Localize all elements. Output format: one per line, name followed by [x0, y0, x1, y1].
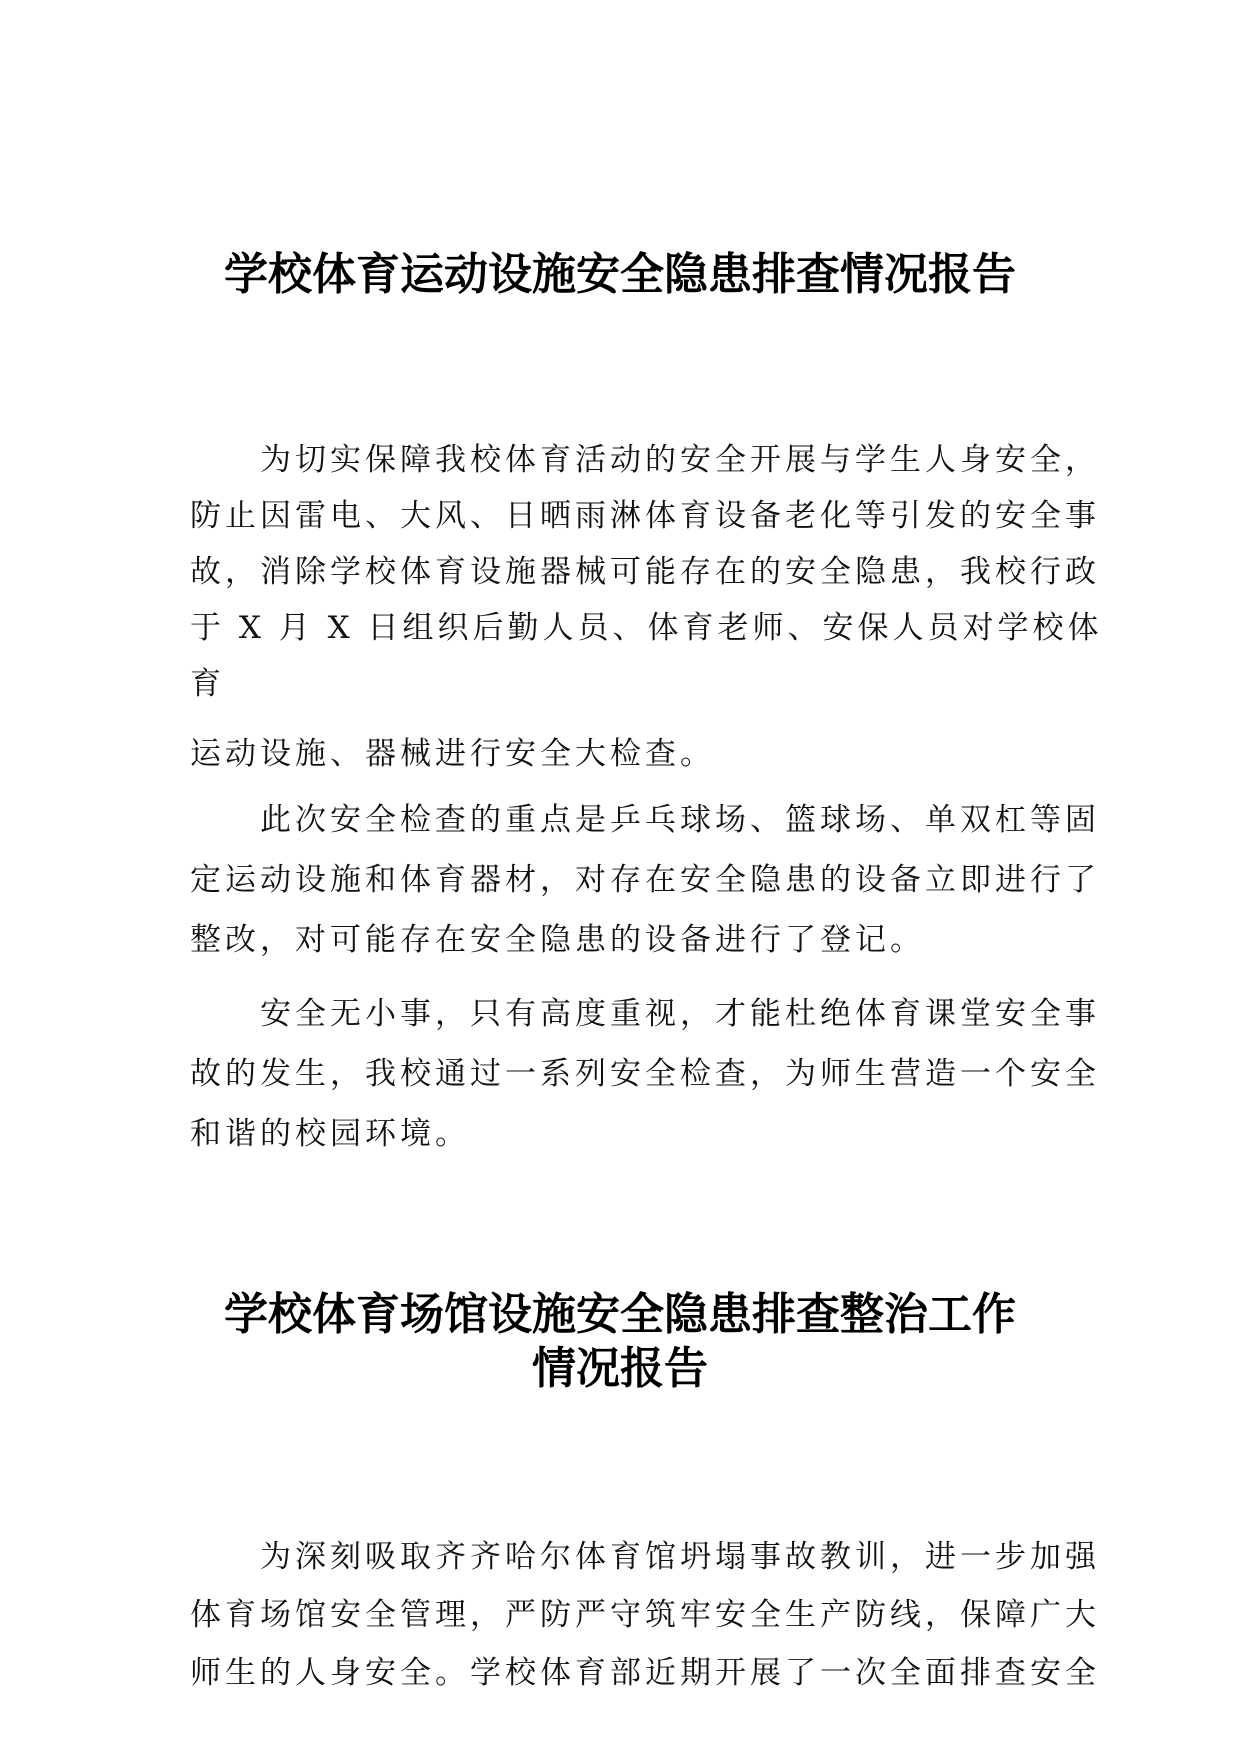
text-line: 师生的人身安全。学校体育部近期开展了一次全面排查安全 — [190, 1655, 1100, 1691]
text-line: 于 X 月 X 日组织后勤人员、体育老师、安保人员对学校体 — [190, 610, 1103, 646]
text-line: 整改，对可能存在安全隐患的设备进行了登记。 — [190, 922, 925, 958]
text-line: 故，消除学校体育设施器械可能存在的安全隐患，我校行政 — [190, 554, 1100, 590]
text-line: 运动设施、器械进行安全大检查。 — [190, 736, 715, 772]
text-line: 为切实保障我校体育活动的安全开展与学生人身安全， — [190, 442, 1100, 478]
text-line: 和谐的校园环境。 — [190, 1116, 470, 1152]
text-line: 体育场馆安全管理，严防严守筑牢安全生产防线，保障广大 — [190, 1597, 1100, 1633]
section-2-paragraph-1 — [190, 1528, 1100, 1702]
title-line: 学校体育运动设施安全隐患排查情况报告 — [224, 249, 1016, 300]
text-line: 安全无小事，只有高度重视，才能杜绝体育课堂安全事 — [190, 996, 1100, 1032]
section-1-title — [150, 248, 1090, 302]
title-line: 学校体育场馆设施安全隐患排查整治工作 — [224, 1289, 1016, 1340]
text-line: 此次安全检查的重点是乒乓球场、篮球场、单双杠等固 — [190, 802, 1100, 838]
title-line: 情况报告 — [532, 1343, 708, 1394]
section-1-paragraph-4 — [190, 984, 1100, 1164]
section-1-paragraph-1 — [190, 432, 1103, 712]
text-line: 防止因雷电、大风、日晒雨淋体育设备老化等引发的安全事 — [190, 498, 1100, 534]
text-line: 定运动设施和体育器材，对存在安全隐患的设备立即进行了 — [190, 862, 1100, 898]
section-1-paragraph-2 — [190, 726, 1060, 782]
text-line: 故的发生，我校通过一系列安全检查，为师生营造一个安全 — [190, 1056, 1100, 1092]
section-1-paragraph-3 — [190, 790, 1100, 970]
text-line: 育 — [190, 666, 225, 702]
text-line: 为深刻吸取齐齐哈尔体育馆坍塌事故教训，进一步加强 — [190, 1539, 1100, 1575]
section-2-title — [150, 1288, 1090, 1396]
